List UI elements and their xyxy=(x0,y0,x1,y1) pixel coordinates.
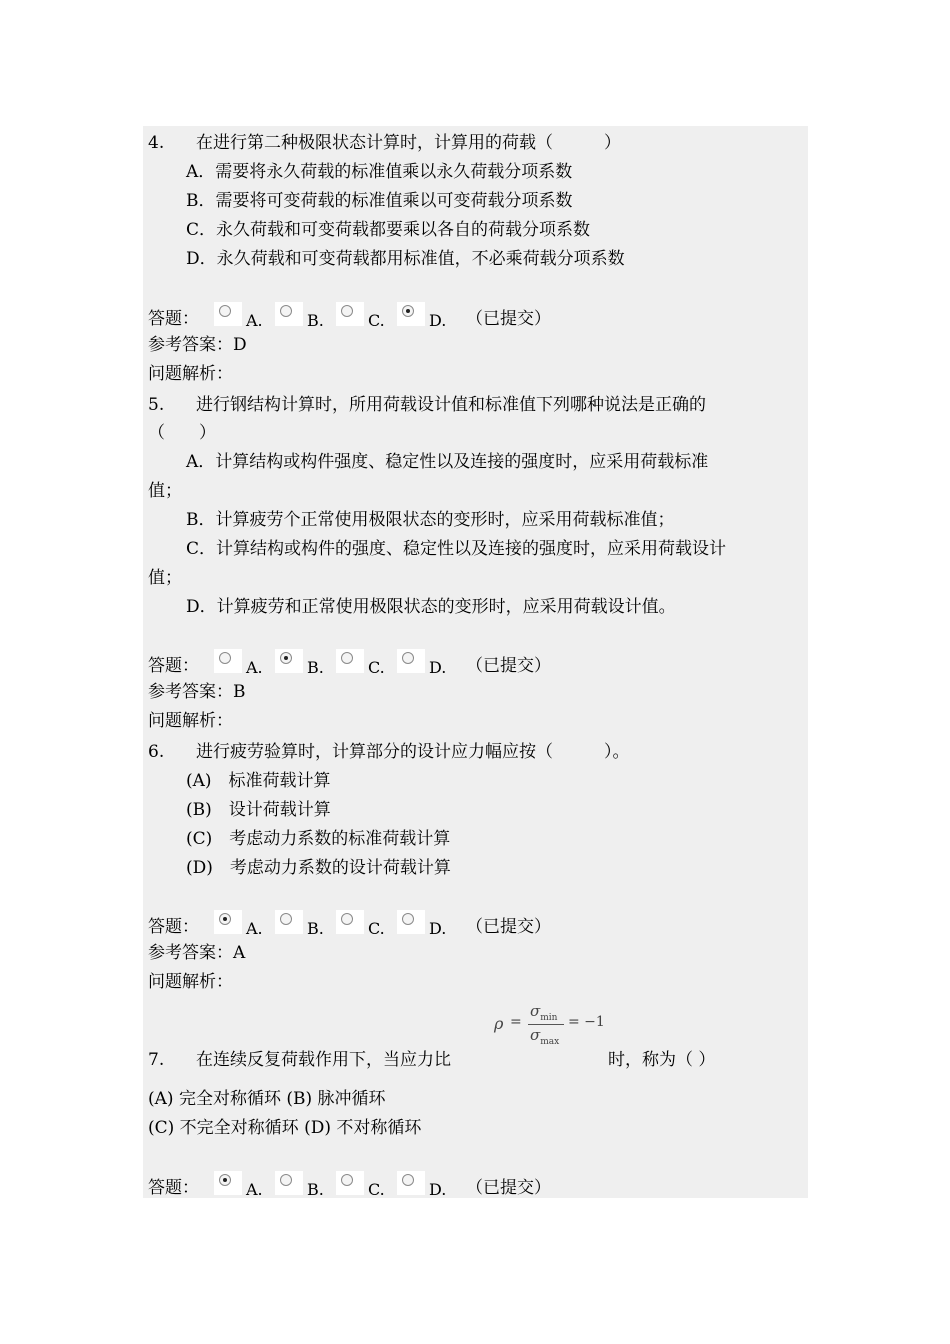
q7-radio-b[interactable] xyxy=(275,1171,303,1195)
q6-option-d: (D) 考虑动力系数的设计荷载计算 xyxy=(186,858,451,878)
q4-radio-d[interactable] xyxy=(397,302,425,326)
q6-reference: 参考答案：A xyxy=(148,943,246,963)
q4-letter-c: C. xyxy=(368,311,385,330)
q7-options-line2: (C) 不完全对称循环 (D) 不对称循环 xyxy=(148,1118,422,1138)
q5-analysis: 问题解析： xyxy=(148,711,233,731)
q5-letter-d: D. xyxy=(429,658,447,677)
q4-letter-b: B. xyxy=(307,311,324,330)
formula-equals: = xyxy=(510,1014,522,1030)
formula-rhs: = −1 xyxy=(568,1014,605,1030)
formula-sub-max: max xyxy=(540,1037,560,1047)
q6-radio-a[interactable] xyxy=(214,910,242,934)
formula-rho: ρ xyxy=(494,1014,504,1033)
radio-circle-icon[interactable] xyxy=(402,652,414,664)
q5-stem-line2: （ ） xyxy=(148,423,216,443)
q6-number: 6. xyxy=(148,742,165,762)
q4-radio-a[interactable] xyxy=(214,302,242,326)
q6-option-a: (A) 标准荷载计算 xyxy=(186,771,331,791)
radio-checked-icon[interactable] xyxy=(219,913,231,925)
q6-radio-c[interactable] xyxy=(336,910,364,934)
q5-letter-a: A. xyxy=(246,658,263,677)
q5-option-a: A．计算结构或构件强度、稳定性以及连接的强度时，应采用荷载标准 xyxy=(186,452,709,472)
q5-stem-text: 进行钢结构计算时，所用荷载设计值和标准值下列哪种说法是正确的 xyxy=(196,395,706,415)
radio-circle-icon[interactable] xyxy=(341,305,353,317)
q4-option-a: A．需要将永久荷载的标准值乘以永久荷载分项系数 xyxy=(186,162,573,182)
formula-sub-min: min xyxy=(540,1013,558,1023)
q5-option-c: C．计算结构或构件的强度、稳定性以及连接的强度时，应采用荷载设计 xyxy=(186,539,727,559)
formula-numerator xyxy=(530,1002,557,1023)
q5-option-c-cont: 值； xyxy=(148,568,182,588)
q5-status: （已提交） xyxy=(466,656,551,676)
q6-letter-c: C. xyxy=(368,919,385,938)
q6-answer-label: 答题： xyxy=(148,917,199,937)
radio-circle-icon[interactable] xyxy=(219,652,231,664)
q7-letter-c: C. xyxy=(368,1180,385,1199)
q4-radio-b[interactable] xyxy=(275,302,303,326)
radio-circle-icon[interactable] xyxy=(280,305,292,317)
q7-radio-c[interactable] xyxy=(336,1171,364,1195)
q6-stem xyxy=(148,739,630,765)
q5-letter-c: C. xyxy=(368,658,385,677)
radio-circle-icon[interactable] xyxy=(280,913,292,925)
q4-status: （已提交） xyxy=(466,309,551,329)
radio-circle-icon[interactable] xyxy=(341,1174,353,1186)
q5-letter-b: B. xyxy=(307,658,324,677)
q5-radio-b[interactable] xyxy=(275,649,303,673)
stress-ratio-formula xyxy=(494,1000,614,1050)
q4-option-b: B．需要将可变荷载的标准值乘以可变荷载分项系数 xyxy=(186,191,573,211)
q6-analysis: 问题解析： xyxy=(148,972,233,992)
q6-letter-b: B. xyxy=(307,919,324,938)
q6-letter-d: D. xyxy=(429,919,447,938)
formula-denominator xyxy=(530,1026,559,1047)
q7-letter-b: B. xyxy=(307,1180,324,1199)
q4-reference: 参考答案：D xyxy=(148,335,247,355)
q5-answer-label: 答题： xyxy=(148,656,199,676)
q4-letter-a: A. xyxy=(246,311,263,330)
q7-stem-after: 时，称为（ ） xyxy=(608,1050,716,1070)
q5-reference: 参考答案：B xyxy=(148,682,246,702)
q7-stem xyxy=(148,1047,451,1073)
radio-circle-icon[interactable] xyxy=(219,305,231,317)
q4-stem xyxy=(148,130,621,156)
q4-number: 4. xyxy=(148,133,165,153)
radio-checked-icon[interactable] xyxy=(402,305,414,317)
radio-circle-icon[interactable] xyxy=(402,1174,414,1186)
q7-answer-label: 答题： xyxy=(148,1178,199,1198)
q6-option-c: (C) 考虑动力系数的标准荷载计算 xyxy=(186,829,451,849)
formula-sigma-max: σ xyxy=(530,1026,541,1044)
q6-letter-a: A. xyxy=(246,919,263,938)
q4-stem-text: 在进行第二种极限状态计算时，计算用的荷载（ ） xyxy=(196,133,621,153)
q7-stem-before: 在连续反复荷载作用下，当应力比 xyxy=(196,1050,451,1070)
q5-radio-d[interactable] xyxy=(397,649,425,673)
q4-letter-d: D. xyxy=(429,311,447,330)
q5-option-d: D．计算疲劳和正常使用极限状态的变形时，应采用荷载设计值。 xyxy=(186,597,676,617)
q6-stem-text: 进行疲劳验算时，计算部分的设计应力幅应按（ ）。 xyxy=(196,742,630,762)
radio-checked-icon[interactable] xyxy=(280,652,292,664)
q4-option-d: D．永久荷载和可变荷载都用标准值，不必乘荷载分项系数 xyxy=(186,249,625,269)
formula-fraction-bar xyxy=(528,1024,564,1025)
q5-option-b: B．计算疲劳个正常使用极限状态的变形时，应采用荷载标准值； xyxy=(186,510,675,530)
radio-circle-icon[interactable] xyxy=(341,652,353,664)
q5-radio-a[interactable] xyxy=(214,649,242,673)
q4-answer-label: 答题： xyxy=(148,309,199,329)
q6-option-b: (B) 设计荷载计算 xyxy=(186,800,331,820)
radio-circle-icon[interactable] xyxy=(402,913,414,925)
q7-number: 7. xyxy=(148,1050,165,1070)
q6-status: （已提交） xyxy=(466,917,551,937)
q4-radio-c[interactable] xyxy=(336,302,364,326)
q4-option-c: C．永久荷载和可变荷载都要乘以各自的荷载分项系数 xyxy=(186,220,591,240)
q4-analysis: 问题解析： xyxy=(148,364,233,384)
q7-radio-a[interactable] xyxy=(214,1171,242,1195)
radio-checked-icon[interactable] xyxy=(219,1174,231,1186)
q6-radio-b[interactable] xyxy=(275,910,303,934)
q5-number: 5. xyxy=(148,395,165,415)
q5-option-a-cont: 值； xyxy=(148,481,182,501)
q6-radio-d[interactable] xyxy=(397,910,425,934)
q7-letter-d: D. xyxy=(429,1180,447,1199)
formula-sigma-min: σ xyxy=(530,1002,541,1020)
q5-stem xyxy=(148,392,706,418)
q7-letter-a: A. xyxy=(246,1180,263,1199)
radio-circle-icon[interactable] xyxy=(280,1174,292,1186)
q7-radio-d[interactable] xyxy=(397,1171,425,1195)
q7-options-line1: (A) 完全对称循环 (B) 脉冲循环 xyxy=(148,1089,386,1109)
q7-status: （已提交） xyxy=(466,1178,551,1198)
q5-radio-c[interactable] xyxy=(336,649,364,673)
radio-circle-icon[interactable] xyxy=(341,913,353,925)
